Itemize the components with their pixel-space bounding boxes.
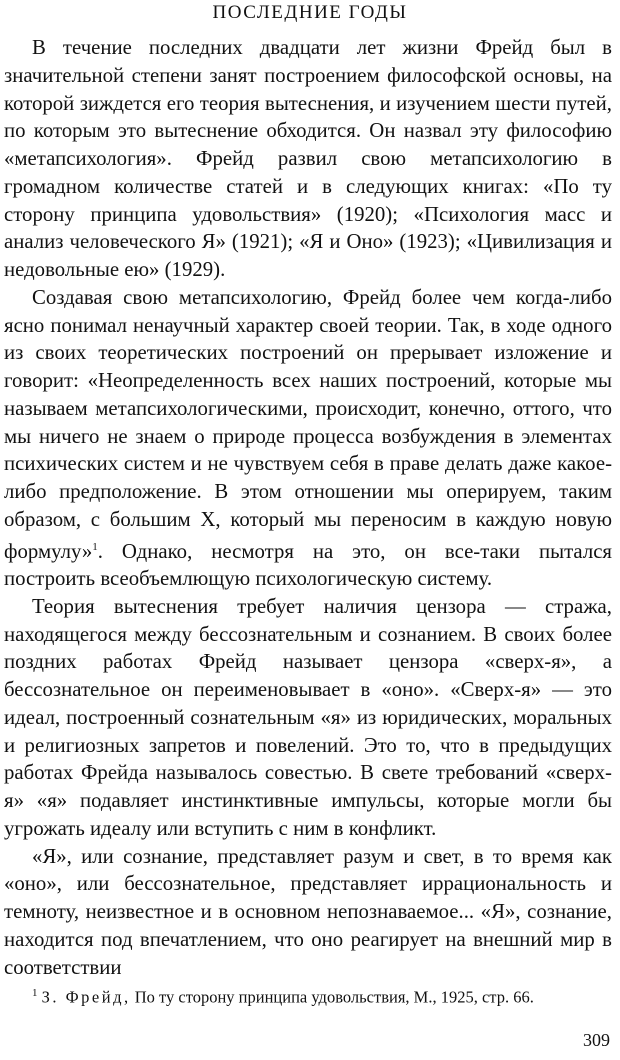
paragraph-2 [4,284,612,593]
running-header: ПОСЛЕДНИЕ ГОДЫ [212,2,408,23]
footnote-reference: 1 [92,540,98,553]
footnote-text: По ту сторону принципа удовольствия, М., 1925, стр. 66. [130,987,534,1007]
paragraph-1: В течение последних двадцати лет жизни Фрейд был в значительной степени занят построением философской основы, на которой зиждется его теория вытеснения, и изучением шести путей, по которым это вытеснение обходится. Он назвал эту философию «метапсихология». Фрейд развил свою метапсихологию в громадном количестве статей и в следующих книгах: «По ту сторону принципа удовольствия» (1920); «Психология масс и анализ человеческого Я» (1921); «Я и Оно» (1923); «Цивилизация и недовольные ею» (1929). [4,36,612,281]
paragraph-2-text: Создавая свою метапсихологию, Фрейд более чем когда-либо ясно понимал ненаучный характер своей теории. Так, в ходе одного из своих теоретических построений он прерывает изложение и говорит: «Неопределенность всех наших построений, которые мы называем метапсихологическими, происходит, конечно, оттого, что мы ничего не знаем о природе процесса возбуждения в элементах психических систем и не чувствуем себя в праве делать даже какое-либо предположение. В этом отношении мы оперируем, таким образом, с большим Х, который мы переносим в каждую новую формулу» [4,285,612,563]
footnote-author: З. Фрейд, [41,987,131,1007]
page-number: 309 [583,1030,610,1050]
paragraph-3: Теория вытеснения требует наличия цензора — стража, находящегося между бессознательным и сознанием. В своих более поздних работах Фрейд называет цензора «сверх-я», а бессознательное он переименовывает в «оно». «Сверх-я» — это идеал, построенный сознательным «я» из юридических, моральных и религиозных запретов и повелений. Это то, что в предыдущих работах Фрейда называлось совестью. В свете требований «сверх-я» «я» подавляет инстинктивные импульсы, которые могли бы угрожать идеалу или вступить с ним в конфликт. [4,594,612,840]
main-text [4,34,612,981]
paragraph-4: «Я», или сознание, представляет разум и свет, в то время как «оно», или бессознательное, представляет иррациональность и темноту, неизвестное и в основном непознаваемое... «Я», сознание, находится под впечатлением, что оно реагирует на внешний мир в соответствии [4,844,612,979]
footnote [4,982,612,1009]
footnote-mark: 1 [32,987,38,999]
paragraph-2-tail: . Однако, несмотря на это, он все-таки пытался построить всеобъемлющую психологическую систему. [4,539,612,591]
